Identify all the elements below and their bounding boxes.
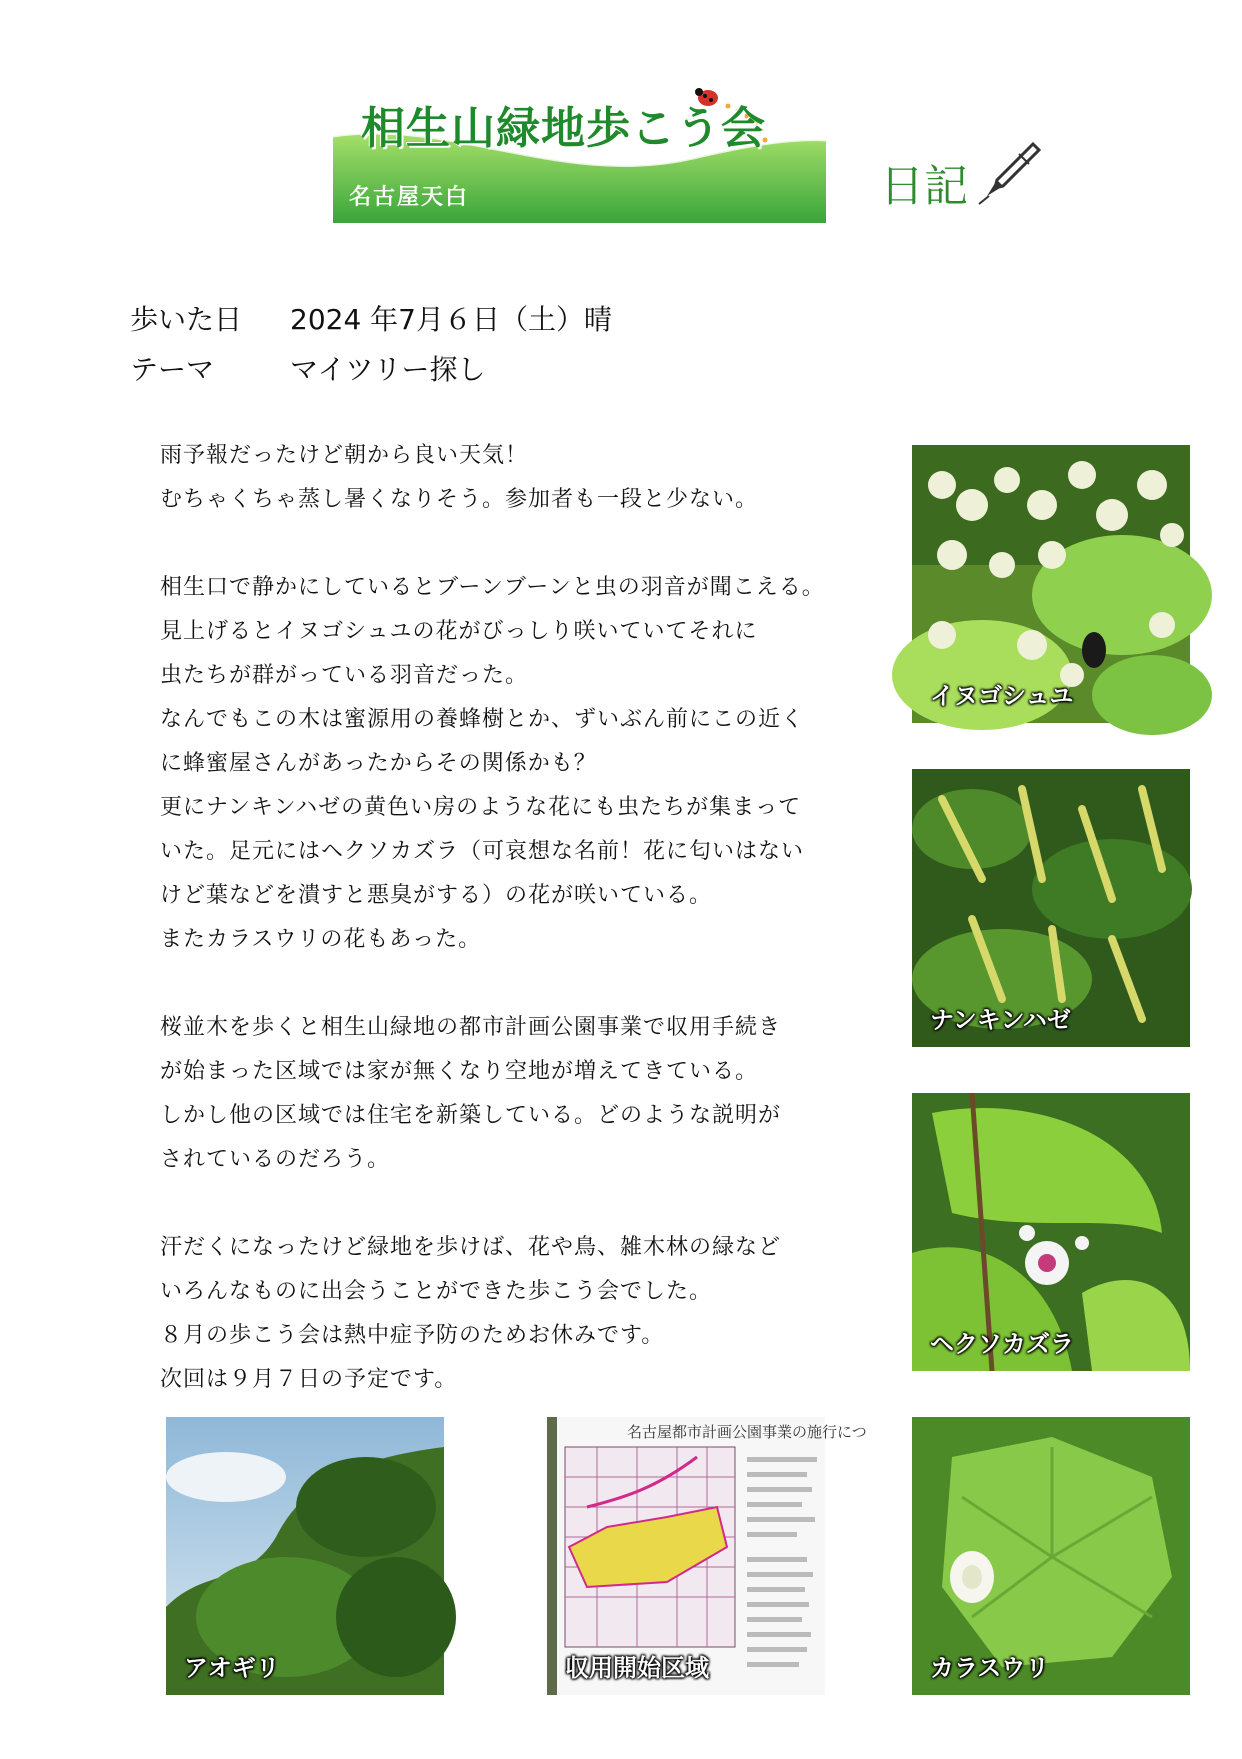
theme-row	[130, 348, 485, 388]
text-line: 雨予報だったけど朝から良い天気！	[160, 443, 529, 468]
text-line: いた。足元にはヘクソカズラ（可哀想な名前！花に匂いはない	[160, 839, 805, 864]
text-line: けど葉などを潰すと悪臭がする）の花が咲いている。	[160, 883, 713, 908]
paragraph-3	[160, 1006, 900, 1182]
photo-hekusokazura	[912, 1093, 1190, 1371]
photo-caption: ナンキンハゼ	[930, 1006, 1071, 1034]
text-line: 相生口で静かにしているとブーンブーンと虫の羽音が聞こえる。	[160, 575, 825, 600]
paragraph-4	[160, 1226, 900, 1402]
photo-caption: カラスウリ	[930, 1654, 1050, 1682]
photo-expropriation-map	[547, 1417, 867, 1695]
photo-caption: アオギリ	[184, 1654, 280, 1682]
diary-body	[160, 434, 900, 1446]
paragraph-1	[160, 434, 900, 522]
text-line: むちゃくちゃ蒸し暑くなりそう。参加者も一段と少ない。	[160, 487, 759, 512]
text-line: 桜並木を歩くと相生山緑地の都市計画公園事業で収用手続き	[160, 1015, 782, 1040]
walk-date-label: 歩いた日	[130, 303, 243, 336]
text-line: 更にナンキンハゼの黄色い房のような花にも虫たちが集まって	[160, 795, 802, 820]
text-line: が始まった区域では家が無くなり空地が増えてきている。	[160, 1059, 759, 1084]
map-title: 名古屋都市計画公園事業の施行につ	[627, 1423, 867, 1441]
text-line: に蜂蜜屋さんがあったからその関係かも？	[160, 751, 597, 776]
text-line: 汗だくになったけど緑地を歩けば、花や鳥、雑木林の緑など	[160, 1235, 782, 1260]
text-line: またカラスウリの花もあった。	[160, 927, 482, 952]
diary-label: 日記	[880, 161, 968, 212]
photo-inugoshuyu	[912, 445, 1190, 723]
text-line: 次回は９月７日の予定です。	[160, 1367, 458, 1392]
text-line: しかし他の区域では住宅を新築している。どのような説明が	[160, 1103, 782, 1128]
photo-aogiri	[166, 1417, 444, 1695]
text-line: 見上げるとイヌゴシュユの花がびっしり咲いていてそれに	[160, 619, 758, 644]
theme-value: マイツリー探し	[290, 353, 486, 386]
text-line: いろんなものに出会うことができた歩こう会でした。	[160, 1279, 713, 1304]
header-banner	[333, 78, 826, 223]
club-location: 名古屋天白	[349, 185, 470, 210]
text-line: 虫たちが群がっている羽音だった。	[160, 663, 529, 688]
photo-nankinhaze	[912, 769, 1190, 1047]
walk-date-value: 2024 年7月６日（土）晴	[290, 303, 612, 336]
photo-karasuuri	[912, 1417, 1190, 1695]
theme-label: テーマ	[130, 353, 215, 386]
club-title: 相生山緑地歩こう会	[361, 103, 766, 154]
fountain-pen-icon	[975, 138, 1045, 208]
photo-caption: 収用開始区域	[565, 1654, 709, 1682]
paragraph-2	[160, 566, 900, 962]
photo-caption: ヘクソカズラ	[930, 1330, 1074, 1358]
walk-date-row	[130, 298, 612, 338]
photo-caption: イヌゴシュユ	[930, 682, 1074, 710]
text-line: なんでもこの木は蜜源用の養蜂樹とか、ずいぶん前にこの近く	[160, 707, 805, 732]
text-line: ８月の歩こう会は熱中症予防のためお休みです。	[160, 1323, 665, 1348]
text-line: されているのだろう。	[160, 1147, 391, 1172]
